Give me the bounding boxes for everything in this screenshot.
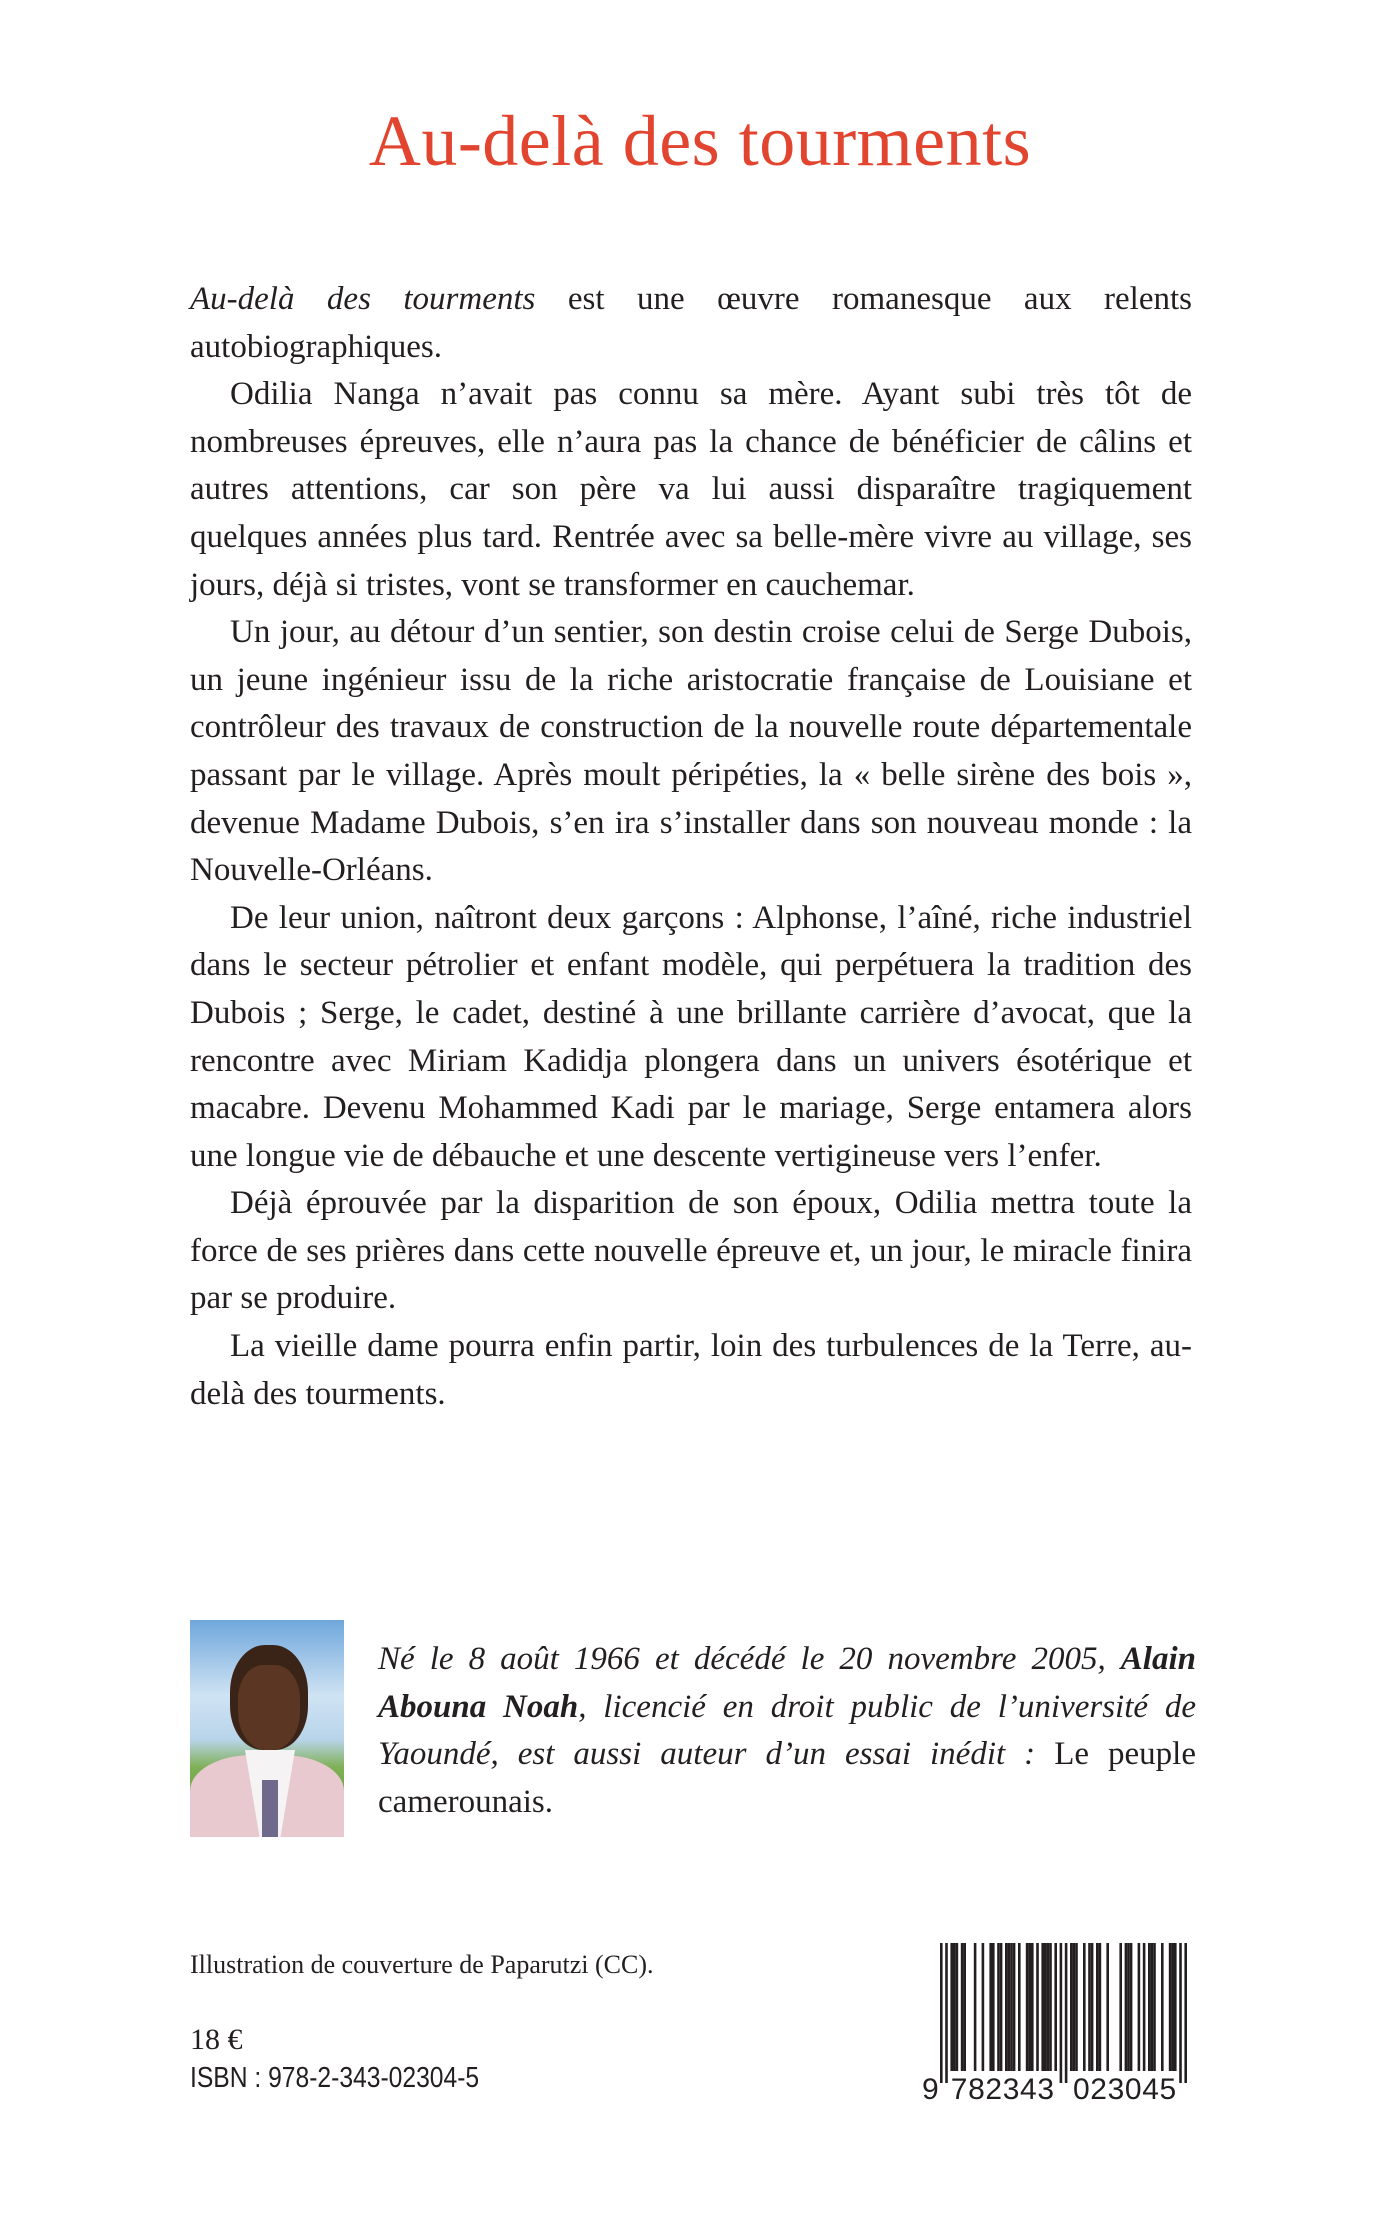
barcode-bar [1096,1943,1099,2071]
barcode-bar [1143,1943,1146,2071]
barcode-bar [1044,1943,1047,2071]
barcode-bar [1070,1943,1073,2071]
barcode-bar [1130,1943,1133,2071]
barcode-bar [1125,1943,1128,2071]
barcode-digits: 782343 [950,2073,1054,2103]
isbn: ISBN : 978-2-343-02304-5 [190,2062,480,2094]
barcode-bar [1026,1943,1029,2071]
price: 18 € [190,2023,243,2056]
bio-text: , licencié en droit public de l’université de Yaoundé, est aussi auteur d’un essai inédit : [378,1688,1197,1773]
barcode-bar [992,1943,995,2071]
barcode-bar [1013,1943,1016,2071]
blurb-paragraph: Déjà éprouvée par la disparition de son époux, Odilia mettra toute la force de ses prières dans cette nouvelle épreuve et, un jour, le miracle finira par se produire. [190,1185,1192,1317]
barcode-bar [1010,1943,1013,2071]
barcode-bar [945,1943,948,2083]
barcode-bar [974,1943,977,2071]
barcode-bar [1018,1943,1021,2071]
barcode [922,1943,1194,2103]
barcode-bar [1041,1943,1044,2071]
barcode-bar [1099,1943,1102,2071]
barcode-bar [1106,1943,1109,2071]
barcode-bar [1151,1943,1154,2071]
barcode-bar [953,1943,956,2071]
title-reference: Au-delà des tourments [190,281,536,317]
barcode-bar [1148,1943,1151,2071]
barcode-bar [1005,1943,1008,2071]
barcode-bar [1065,1943,1068,2083]
barcode-bar [963,1943,966,2071]
barcode-bar [1036,1943,1039,2071]
barcode-bar [1174,1943,1177,2071]
blurb-paragraph: Un jour, au détour d’un sentier, son destin croise celui de Serge Dubois, un jeune ingénieur issu de la riche aristocratie française de Louisiane et contrôleur des travaux de construction de la nouvelle route départementale passant par le village. Après moult péripéties, la « belle sirène des bois », devenue Madame Dubois, s’en ira s’installer dans son nouveau monde : la Nouvelle-Orléans. [190,614,1192,889]
barcode-bar [1169,1943,1172,2071]
barcode-bar [940,1943,943,2083]
essay-title: Le peuple camerounais. [378,1736,1196,1820]
barcode-bar [950,1943,953,2071]
barcode-bar [1138,1943,1141,2071]
author-bio [378,1636,1196,1826]
blurb-paragraph: La vieille dame pourra enfin partir, loin des turbulences de la Terre, au-delà des tourments. [190,1328,1192,1412]
barcode-bar [989,1943,992,2071]
author-photo [190,1620,344,1837]
blurb-paragraph: Odilia Nanga n’avait pas connu sa mère. Ayant subi très tôt de nombreuses épreuves, elle n’aura pas la chance de bénéficier de câlins et autres attentions, car son père va lui aussi disparaître tragiquement quelques années plus tard. Rentrée avec sa belle-mère vivre au village, ses jours, déjà si tristes, vont se transformer en cauchemar. [190,376,1192,603]
barcode-bar [997,1943,1000,2071]
barcode-bar [956,1943,959,2071]
barcode-bar [1184,1943,1187,2083]
author-name: Alain Abouna Noah [378,1641,1196,1725]
barcode-bar [1083,1943,1086,2071]
barcode-bar [1161,1943,1164,2071]
barcode-bar [1075,1943,1078,2071]
barcode-bar [1031,1943,1034,2071]
barcode-bar [1127,1943,1130,2071]
barcode-bar [982,1943,985,2071]
barcode-bar [1047,1943,1050,2071]
barcode-bar [1091,1943,1094,2071]
barcode-bar [1179,1943,1182,2083]
barcode-bar [961,1943,964,2071]
barcode-bar [1054,1943,1057,2071]
barcode-bar [1153,1943,1156,2071]
barcode-bar [1008,1943,1011,2071]
blurb [190,276,1192,1418]
blurb-paragraph [190,276,1192,371]
barcode-digits: 023045 [1073,2073,1177,2103]
barcode-bar [1000,1943,1003,2071]
barcode-bar [1073,1943,1076,2071]
barcode-digits: 9 [922,2073,939,2103]
cover-credit: Illustration de couverture de Paparutzi (CC). [190,1950,654,1979]
barcode-bar [1088,1943,1091,2071]
barcode-bar [1119,1943,1122,2071]
book-title: Au-delà des tourments [368,101,1032,181]
blurb-paragraph: De leur union, naîtront deux garçons : Alphonse, l’aîné, riche industriel dans le secteur pétrolier et enfant modèle, qui perpétuera la tradition des Dubois ; Serge, le cadet, destiné à une brillante carrière d’avocat, que la rencontre avec Miriam Kadidja plongera dans un univers ésotérique et macabre. Devenu Mohammed Kadi par le mariage, Serge entamera alors une longue vie de débauche et une descente vertigineuse vers l’enfer. [190,899,1192,1174]
barcode-bar [1060,1943,1063,2083]
bio-dates: Né le 8 août 1966 et décédé le 20 novembre 2005, [378,1641,1121,1677]
barcode-bar [1171,1943,1174,2071]
blurb-text: est une œuvre romanesque aux relents autobiographiques. [190,281,1193,365]
barcode-bar [1049,1943,1052,2071]
barcode-bar [1028,1943,1031,2071]
